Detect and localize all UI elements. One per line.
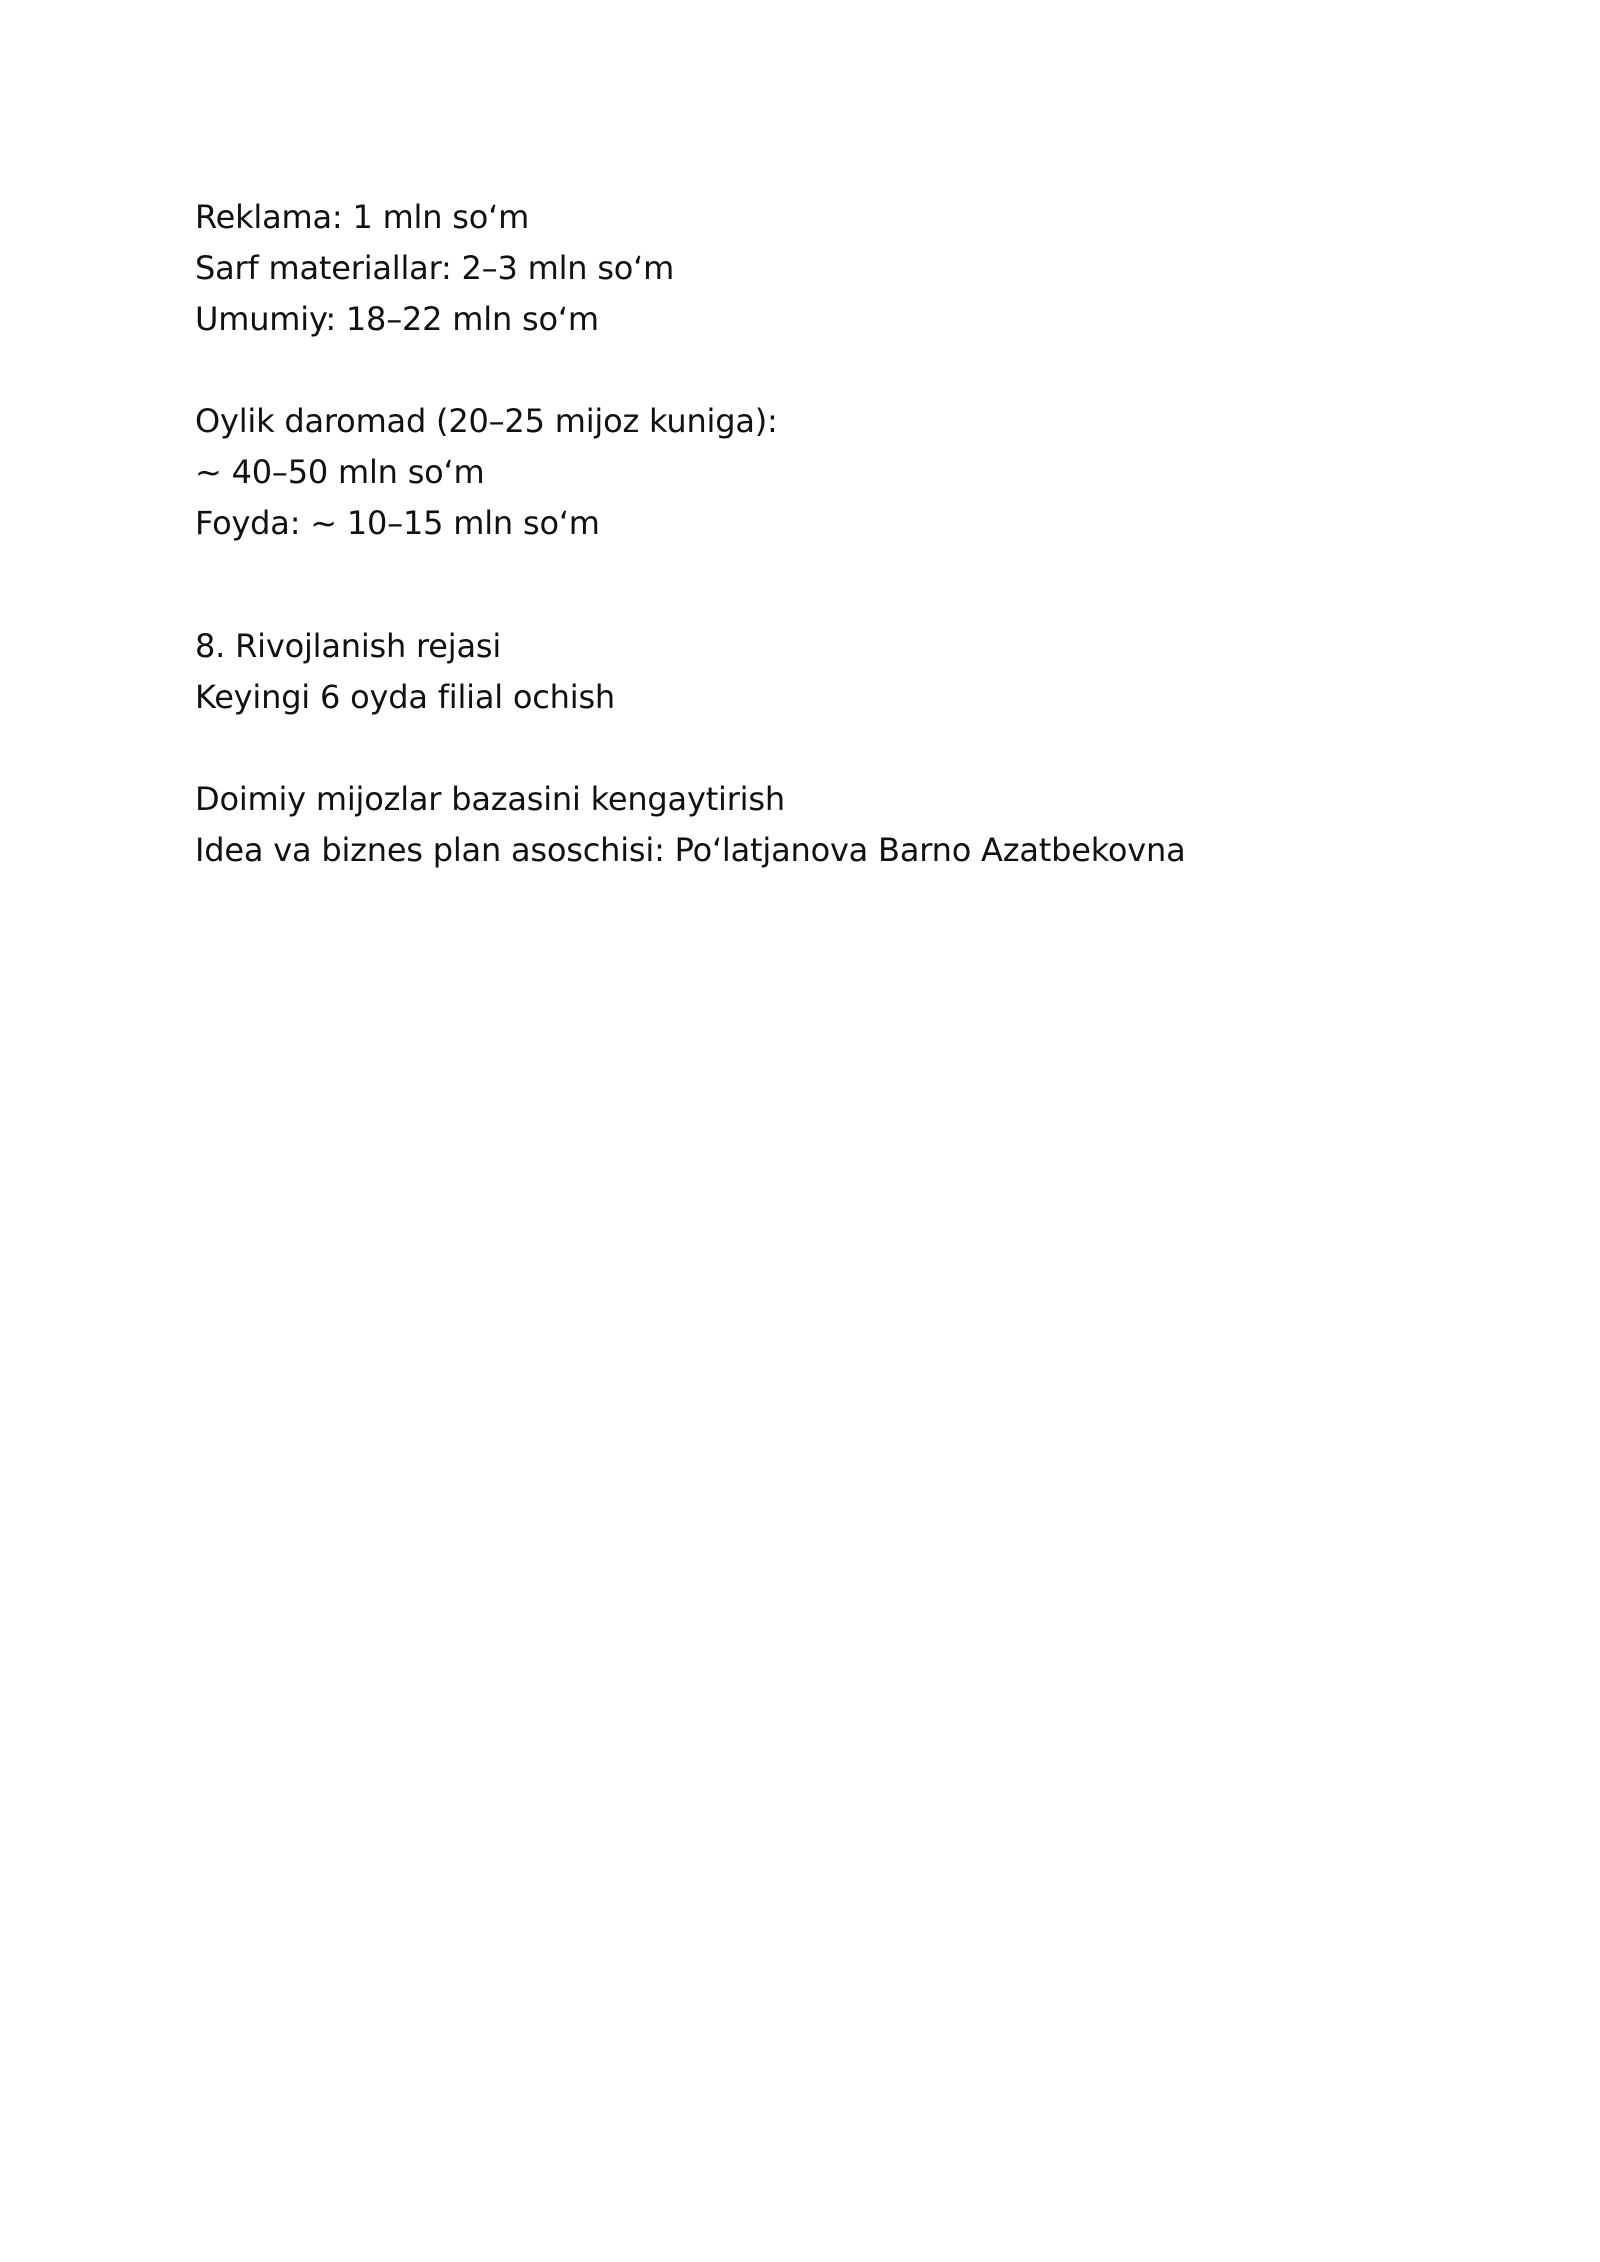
income-section	[195, 396, 1445, 549]
profit-line: Foyda: ~ 10–15 mln so‘m	[195, 504, 600, 542]
customer-base-line: Doimiy mijozlar bazasini kengaytirish	[195, 780, 785, 818]
total-cost-line: Umumiy: 18–22 mln so‘m	[195, 300, 599, 338]
development-plan-heading: 8. Rivojlanish rejasi	[195, 627, 502, 665]
document-body	[195, 192, 1445, 876]
monthly-income-amount: ~ 40–50 mln so‘m	[195, 453, 485, 491]
costs-section	[195, 192, 1445, 345]
advertising-cost-line: Reklama: 1 mln so‘m	[195, 198, 530, 236]
paragraph-spacer	[195, 723, 1445, 774]
section-spacer	[195, 549, 1445, 621]
supplies-cost-line: Sarf materiallar: 2–3 mln so‘m	[195, 249, 675, 287]
founder-line: Idea va biznes plan asoschisi: Po‘latjanova Barno Azatbekovna	[195, 831, 1186, 869]
development-section	[195, 621, 1445, 876]
paragraph-spacer	[195, 345, 1445, 396]
monthly-income-heading: Oylik daromad (20–25 mijoz kuniga):	[195, 402, 778, 440]
branch-plan-line: Keyingi 6 oyda filial ochish	[195, 678, 616, 716]
